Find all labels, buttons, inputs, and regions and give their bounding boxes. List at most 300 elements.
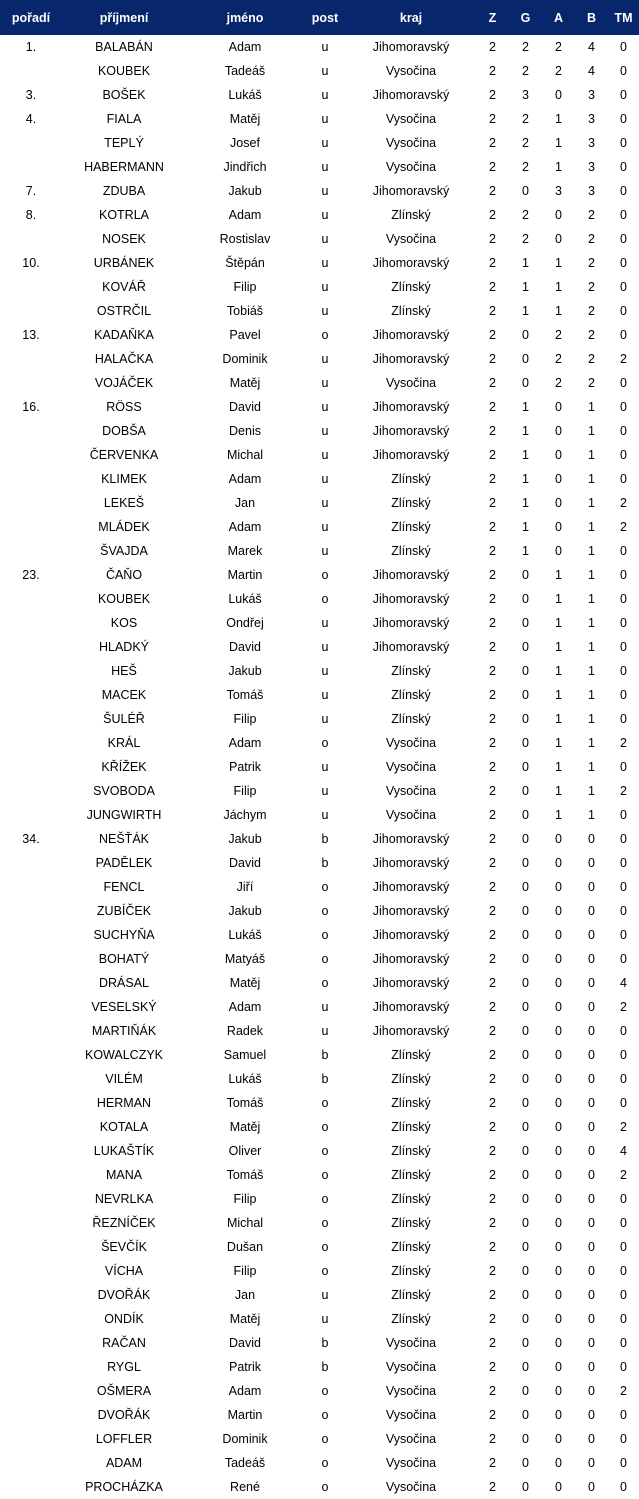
- table-row: [0, 1115, 639, 1139]
- position-cell: u: [321, 760, 329, 774]
- region-cell: Jihomoravský: [372, 88, 450, 102]
- surname-cell: MANA: [105, 1168, 143, 1182]
- penalty-minutes-cell: 0: [620, 856, 627, 870]
- surname-cell: ŠVAJDA: [100, 544, 148, 558]
- header-position: post: [304, 0, 346, 35]
- goals-cell: 0: [522, 1240, 529, 1254]
- goals-cell: 0: [522, 1120, 529, 1134]
- table-row: [0, 323, 639, 347]
- table-row: [0, 1451, 639, 1475]
- surname-cell: MARTIŇÁK: [91, 1024, 157, 1038]
- points-cell: 0: [588, 904, 595, 918]
- position-cell: u: [321, 1312, 329, 1326]
- position-cell: o: [321, 1456, 329, 1470]
- penalty-minutes-cell: 0: [620, 40, 627, 54]
- games-cell: 2: [489, 1048, 496, 1062]
- games-cell: 2: [489, 928, 496, 942]
- position-cell: u: [321, 280, 329, 294]
- points-cell: 1: [588, 496, 595, 510]
- firstname-cell: Lukáš: [228, 1072, 262, 1086]
- table-row: [0, 635, 639, 659]
- surname-cell: BOŠEK: [102, 88, 146, 102]
- firstname-cell: Matěj: [229, 376, 261, 390]
- goals-cell: 1: [522, 544, 529, 558]
- region-cell: Vysočina: [385, 760, 437, 774]
- header-assists: A: [542, 0, 575, 35]
- goals-cell: 1: [522, 280, 529, 294]
- goals-cell: 0: [522, 1024, 529, 1038]
- firstname-cell: Dominik: [222, 1432, 268, 1446]
- games-cell: 2: [489, 232, 496, 246]
- firstname-cell: David: [229, 640, 261, 654]
- rank-cell: [0, 1067, 62, 1091]
- region-cell: Zlínský: [391, 1312, 431, 1326]
- rank-cell: [0, 995, 62, 1019]
- rank-cell: [0, 659, 62, 683]
- assists-cell: 0: [555, 1264, 562, 1278]
- surname-cell: ZDUBA: [102, 184, 146, 198]
- assists-cell: 2: [555, 376, 562, 390]
- position-cell: b: [321, 1072, 329, 1086]
- position-cell: o: [321, 1264, 329, 1278]
- penalty-minutes-cell: 0: [620, 640, 627, 654]
- position-cell: u: [321, 64, 329, 78]
- firstname-cell: Denis: [229, 424, 261, 438]
- points-cell: 0: [588, 928, 595, 942]
- table-row: [0, 995, 639, 1019]
- penalty-minutes-cell: 0: [620, 400, 627, 414]
- region-cell: Zlínský: [391, 1192, 431, 1206]
- header-region: kraj: [346, 0, 476, 35]
- goals-cell: 0: [522, 808, 529, 822]
- position-cell: o: [321, 880, 329, 894]
- position-cell: u: [321, 256, 329, 270]
- table-row: [0, 131, 639, 155]
- position-cell: o: [321, 904, 329, 918]
- penalty-minutes-cell: 0: [620, 424, 627, 438]
- firstname-cell: Tomáš: [226, 688, 264, 702]
- goals-cell: 0: [522, 1360, 529, 1374]
- penalty-minutes-cell: 0: [620, 448, 627, 462]
- games-cell: 2: [489, 256, 496, 270]
- rank-cell: [0, 851, 62, 875]
- rank-cell: [0, 971, 62, 995]
- points-cell: 0: [588, 1288, 595, 1302]
- position-cell: u: [321, 448, 329, 462]
- surname-cell: ONDÍK: [104, 1312, 144, 1326]
- firstname-cell: Jan: [234, 1288, 256, 1302]
- penalty-minutes-cell: 0: [620, 280, 627, 294]
- games-cell: 2: [489, 376, 496, 390]
- firstname-cell: Matěj: [229, 112, 261, 126]
- goals-cell: 2: [522, 208, 529, 222]
- rank-cell: 4.: [25, 112, 37, 126]
- firstname-cell: Patrik: [229, 760, 261, 774]
- games-cell: 2: [489, 328, 496, 342]
- position-cell: u: [321, 136, 329, 150]
- table-row: [0, 515, 639, 539]
- table-row: [0, 707, 639, 731]
- games-cell: 2: [489, 832, 496, 846]
- goals-cell: 1: [522, 256, 529, 270]
- rank-cell: [0, 779, 62, 803]
- position-cell: u: [321, 304, 329, 318]
- rank-cell: 13.: [22, 328, 40, 342]
- games-cell: 2: [489, 568, 496, 582]
- games-cell: 2: [489, 424, 496, 438]
- goals-cell: 0: [522, 736, 529, 750]
- surname-cell: OŠMERA: [96, 1384, 152, 1398]
- position-cell: u: [321, 232, 329, 246]
- games-cell: 2: [489, 952, 496, 966]
- table-row: [0, 443, 639, 467]
- table-row: [0, 563, 639, 587]
- goals-cell: 2: [522, 64, 529, 78]
- goals-cell: 0: [522, 712, 529, 726]
- header-rank: pořadí: [0, 0, 62, 35]
- points-cell: 1: [588, 592, 595, 606]
- position-cell: u: [321, 1024, 329, 1038]
- firstname-cell: Adam: [228, 520, 262, 534]
- firstname-cell: Jan: [234, 496, 256, 510]
- table-row: [0, 419, 639, 443]
- penalty-minutes-cell: 2: [620, 1168, 627, 1182]
- surname-cell: RAČAN: [102, 1336, 146, 1350]
- assists-cell: 0: [555, 496, 562, 510]
- points-cell: 0: [588, 1096, 595, 1110]
- position-cell: u: [321, 520, 329, 534]
- rank-cell: [0, 1451, 62, 1475]
- penalty-minutes-cell: 4: [620, 1144, 627, 1158]
- games-cell: 2: [489, 520, 496, 534]
- goals-cell: 0: [522, 352, 529, 366]
- assists-cell: 0: [555, 1168, 562, 1182]
- points-cell: 0: [588, 856, 595, 870]
- penalty-minutes-cell: 0: [620, 1240, 627, 1254]
- position-cell: o: [321, 568, 329, 582]
- penalty-minutes-cell: 2: [620, 1120, 627, 1134]
- rank-cell: 7.: [25, 184, 37, 198]
- points-cell: 3: [588, 184, 595, 198]
- games-cell: 2: [489, 1288, 496, 1302]
- region-cell: Zlínský: [391, 712, 431, 726]
- region-cell: Jihomoravský: [372, 880, 450, 894]
- table-row: [0, 971, 639, 995]
- region-cell: Zlínský: [391, 472, 431, 486]
- penalty-minutes-cell: 0: [620, 256, 627, 270]
- rank-cell: [0, 587, 62, 611]
- table-row: [0, 35, 639, 59]
- surname-cell: DOBŠA: [102, 424, 146, 438]
- games-cell: 2: [489, 664, 496, 678]
- goals-cell: 0: [522, 1216, 529, 1230]
- points-cell: 0: [588, 1000, 595, 1014]
- penalty-minutes-cell: 0: [620, 304, 627, 318]
- firstname-cell: David: [229, 1336, 261, 1350]
- games-cell: 2: [489, 784, 496, 798]
- rank-cell: [0, 707, 62, 731]
- region-cell: Zlínský: [391, 1288, 431, 1302]
- firstname-cell: Rostislav: [219, 232, 271, 246]
- penalty-minutes-cell: 0: [620, 880, 627, 894]
- region-cell: Zlínský: [391, 208, 431, 222]
- surname-cell: MACEK: [101, 688, 147, 702]
- assists-cell: 0: [555, 928, 562, 942]
- position-cell: o: [321, 1408, 329, 1422]
- surname-cell: LOFFLER: [95, 1432, 153, 1446]
- table-row: [0, 1235, 639, 1259]
- firstname-cell: Jakub: [228, 832, 262, 846]
- assists-cell: 0: [555, 1336, 562, 1350]
- position-cell: o: [321, 592, 329, 606]
- rank-cell: [0, 1163, 62, 1187]
- rank-cell: [0, 419, 62, 443]
- firstname-cell: Jáchym: [223, 808, 267, 822]
- region-cell: Vysočina: [385, 232, 437, 246]
- penalty-minutes-cell: 0: [620, 64, 627, 78]
- points-cell: 1: [588, 472, 595, 486]
- firstname-cell: Matěj: [229, 1120, 261, 1134]
- rank-cell: [0, 155, 62, 179]
- goals-cell: 0: [522, 856, 529, 870]
- firstname-cell: Adam: [228, 736, 262, 750]
- surname-cell: KADAŇKA: [94, 328, 154, 342]
- goals-cell: 1: [522, 520, 529, 534]
- goals-cell: 0: [522, 1480, 529, 1494]
- firstname-cell: Patrik: [229, 1360, 261, 1374]
- position-cell: u: [321, 712, 329, 726]
- region-cell: Vysočina: [385, 784, 437, 798]
- firstname-cell: Matěj: [229, 1312, 261, 1326]
- position-cell: u: [321, 184, 329, 198]
- position-cell: o: [321, 976, 329, 990]
- region-cell: Vysočina: [385, 136, 437, 150]
- position-cell: u: [321, 208, 329, 222]
- position-cell: o: [321, 1120, 329, 1134]
- position-cell: u: [321, 112, 329, 126]
- goals-cell: 0: [522, 904, 529, 918]
- table-row: [0, 1163, 639, 1187]
- penalty-minutes-cell: 0: [620, 1408, 627, 1422]
- region-cell: Zlínský: [391, 1216, 431, 1230]
- assists-cell: 1: [555, 736, 562, 750]
- penalty-minutes-cell: 0: [620, 592, 627, 606]
- assists-cell: 0: [555, 880, 562, 894]
- penalty-minutes-cell: 0: [620, 664, 627, 678]
- games-cell: 2: [489, 616, 496, 630]
- games-cell: 2: [489, 1216, 496, 1230]
- assists-cell: 0: [555, 1192, 562, 1206]
- goals-cell: 1: [522, 472, 529, 486]
- assists-cell: 1: [555, 616, 562, 630]
- table-row: [0, 275, 639, 299]
- table-row: [0, 683, 639, 707]
- assists-cell: 0: [555, 1096, 562, 1110]
- rank-cell: 16.: [22, 400, 40, 414]
- points-cell: 1: [588, 712, 595, 726]
- region-cell: Vysočina: [385, 1360, 437, 1374]
- assists-cell: 0: [555, 1144, 562, 1158]
- region-cell: Jihomoravský: [372, 424, 450, 438]
- table-row: [0, 1067, 639, 1091]
- header-row: [0, 0, 639, 35]
- table-row: [0, 611, 639, 635]
- rank-cell: [0, 131, 62, 155]
- points-cell: 4: [588, 40, 595, 54]
- rank-cell: 34.: [22, 832, 40, 846]
- surname-cell: OSTRČIL: [96, 304, 152, 318]
- games-cell: 2: [489, 1192, 496, 1206]
- header-points: B: [575, 0, 608, 35]
- firstname-cell: Matěj: [229, 976, 261, 990]
- position-cell: u: [321, 1288, 329, 1302]
- points-cell: 0: [588, 1048, 595, 1062]
- table-body: [0, 35, 639, 1499]
- penalty-minutes-cell: 0: [620, 208, 627, 222]
- games-cell: 2: [489, 856, 496, 870]
- goals-cell: 2: [522, 40, 529, 54]
- surname-cell: SVOBODA: [93, 784, 155, 798]
- region-cell: Zlínský: [391, 1096, 431, 1110]
- table-row: [0, 491, 639, 515]
- table-row: [0, 1403, 639, 1427]
- firstname-cell: Adam: [228, 1384, 262, 1398]
- surname-cell: ČAŇO: [105, 568, 143, 582]
- position-cell: u: [321, 160, 329, 174]
- points-cell: 1: [588, 448, 595, 462]
- games-cell: 2: [489, 304, 496, 318]
- surname-cell: DVOŘÁK: [97, 1408, 151, 1422]
- position-cell: u: [321, 616, 329, 630]
- table-row: [0, 875, 639, 899]
- position-cell: o: [321, 1432, 329, 1446]
- position-cell: u: [321, 664, 329, 678]
- surname-cell: TEPLÝ: [104, 136, 144, 150]
- table-row: [0, 1355, 639, 1379]
- penalty-minutes-cell: 0: [620, 1312, 627, 1326]
- games-cell: 2: [489, 736, 496, 750]
- surname-cell: FENCL: [103, 880, 145, 894]
- assists-cell: 0: [555, 1480, 562, 1494]
- games-cell: 2: [489, 760, 496, 774]
- region-cell: Vysočina: [385, 112, 437, 126]
- games-cell: 2: [489, 592, 496, 606]
- table-row: [0, 803, 639, 827]
- rank-cell: 8.: [25, 208, 37, 222]
- points-cell: 3: [588, 136, 595, 150]
- firstname-cell: Lukáš: [228, 592, 262, 606]
- position-cell: u: [321, 544, 329, 558]
- points-cell: 0: [588, 1120, 595, 1134]
- points-cell: 0: [588, 1312, 595, 1326]
- region-cell: Jihomoravský: [372, 1000, 450, 1014]
- points-cell: 1: [588, 760, 595, 774]
- games-cell: 2: [489, 712, 496, 726]
- penalty-minutes-cell: 0: [620, 544, 627, 558]
- surname-cell: ŠEVČÍK: [101, 1240, 147, 1254]
- goals-cell: 1: [522, 400, 529, 414]
- surname-cell: KOS: [110, 616, 138, 630]
- assists-cell: 1: [555, 760, 562, 774]
- assists-cell: 0: [555, 544, 562, 558]
- firstname-cell: Martin: [227, 568, 263, 582]
- goals-cell: 0: [522, 376, 529, 390]
- table-row: [0, 107, 639, 131]
- firstname-cell: Josef: [230, 136, 260, 150]
- penalty-minutes-cell: 2: [620, 736, 627, 750]
- games-cell: 2: [489, 472, 496, 486]
- penalty-minutes-cell: 0: [620, 1336, 627, 1350]
- goals-cell: 0: [522, 1384, 529, 1398]
- penalty-minutes-cell: 2: [620, 1000, 627, 1014]
- region-cell: Jihomoravský: [372, 256, 450, 270]
- penalty-minutes-cell: 0: [620, 88, 627, 102]
- rank-cell: [0, 1307, 62, 1331]
- games-cell: 2: [489, 400, 496, 414]
- table-row: [0, 947, 639, 971]
- position-cell: b: [321, 1336, 329, 1350]
- assists-cell: 0: [555, 1288, 562, 1302]
- region-cell: Vysočina: [385, 1408, 437, 1422]
- table-row: [0, 1187, 639, 1211]
- region-cell: Jihomoravský: [372, 904, 450, 918]
- table-row: [0, 227, 639, 251]
- goals-cell: 0: [522, 928, 529, 942]
- header-goals: G: [509, 0, 542, 35]
- goals-cell: 0: [522, 1048, 529, 1062]
- points-cell: 1: [588, 784, 595, 798]
- goals-cell: 1: [522, 448, 529, 462]
- region-cell: Zlínský: [391, 1144, 431, 1158]
- region-cell: Jihomoravský: [372, 616, 450, 630]
- firstname-cell: Filip: [233, 280, 257, 294]
- table-row: [0, 155, 639, 179]
- position-cell: o: [321, 1192, 329, 1206]
- region-cell: Vysočina: [385, 1432, 437, 1446]
- games-cell: 2: [489, 184, 496, 198]
- firstname-cell: Marek: [227, 544, 263, 558]
- penalty-minutes-cell: 0: [620, 688, 627, 702]
- firstname-cell: Tadeáš: [224, 1456, 266, 1470]
- region-cell: Zlínský: [391, 1048, 431, 1062]
- games-cell: 2: [489, 1096, 496, 1110]
- rank-cell: [0, 1427, 62, 1451]
- penalty-minutes-cell: 0: [620, 112, 627, 126]
- assists-cell: 0: [555, 424, 562, 438]
- region-cell: Jihomoravský: [372, 352, 450, 366]
- region-cell: Vysočina: [385, 160, 437, 174]
- firstname-cell: Matyáš: [224, 952, 266, 966]
- region-cell: Jihomoravský: [372, 856, 450, 870]
- rank-cell: [0, 347, 62, 371]
- region-cell: Vysočina: [385, 1456, 437, 1470]
- table-row: [0, 1259, 639, 1283]
- position-cell: o: [321, 1240, 329, 1254]
- games-cell: 2: [489, 1312, 496, 1326]
- region-cell: Zlínský: [391, 1168, 431, 1182]
- surname-cell: HERMAN: [96, 1096, 152, 1110]
- games-cell: 2: [489, 640, 496, 654]
- surname-cell: KOVÁŘ: [102, 280, 146, 294]
- table-row: [0, 59, 639, 83]
- rank-cell: [0, 635, 62, 659]
- rank-cell: [0, 611, 62, 635]
- region-cell: Vysočina: [385, 1384, 437, 1398]
- table-row: [0, 1307, 639, 1331]
- assists-cell: 0: [555, 1048, 562, 1062]
- rank-cell: [0, 731, 62, 755]
- goals-cell: 0: [522, 976, 529, 990]
